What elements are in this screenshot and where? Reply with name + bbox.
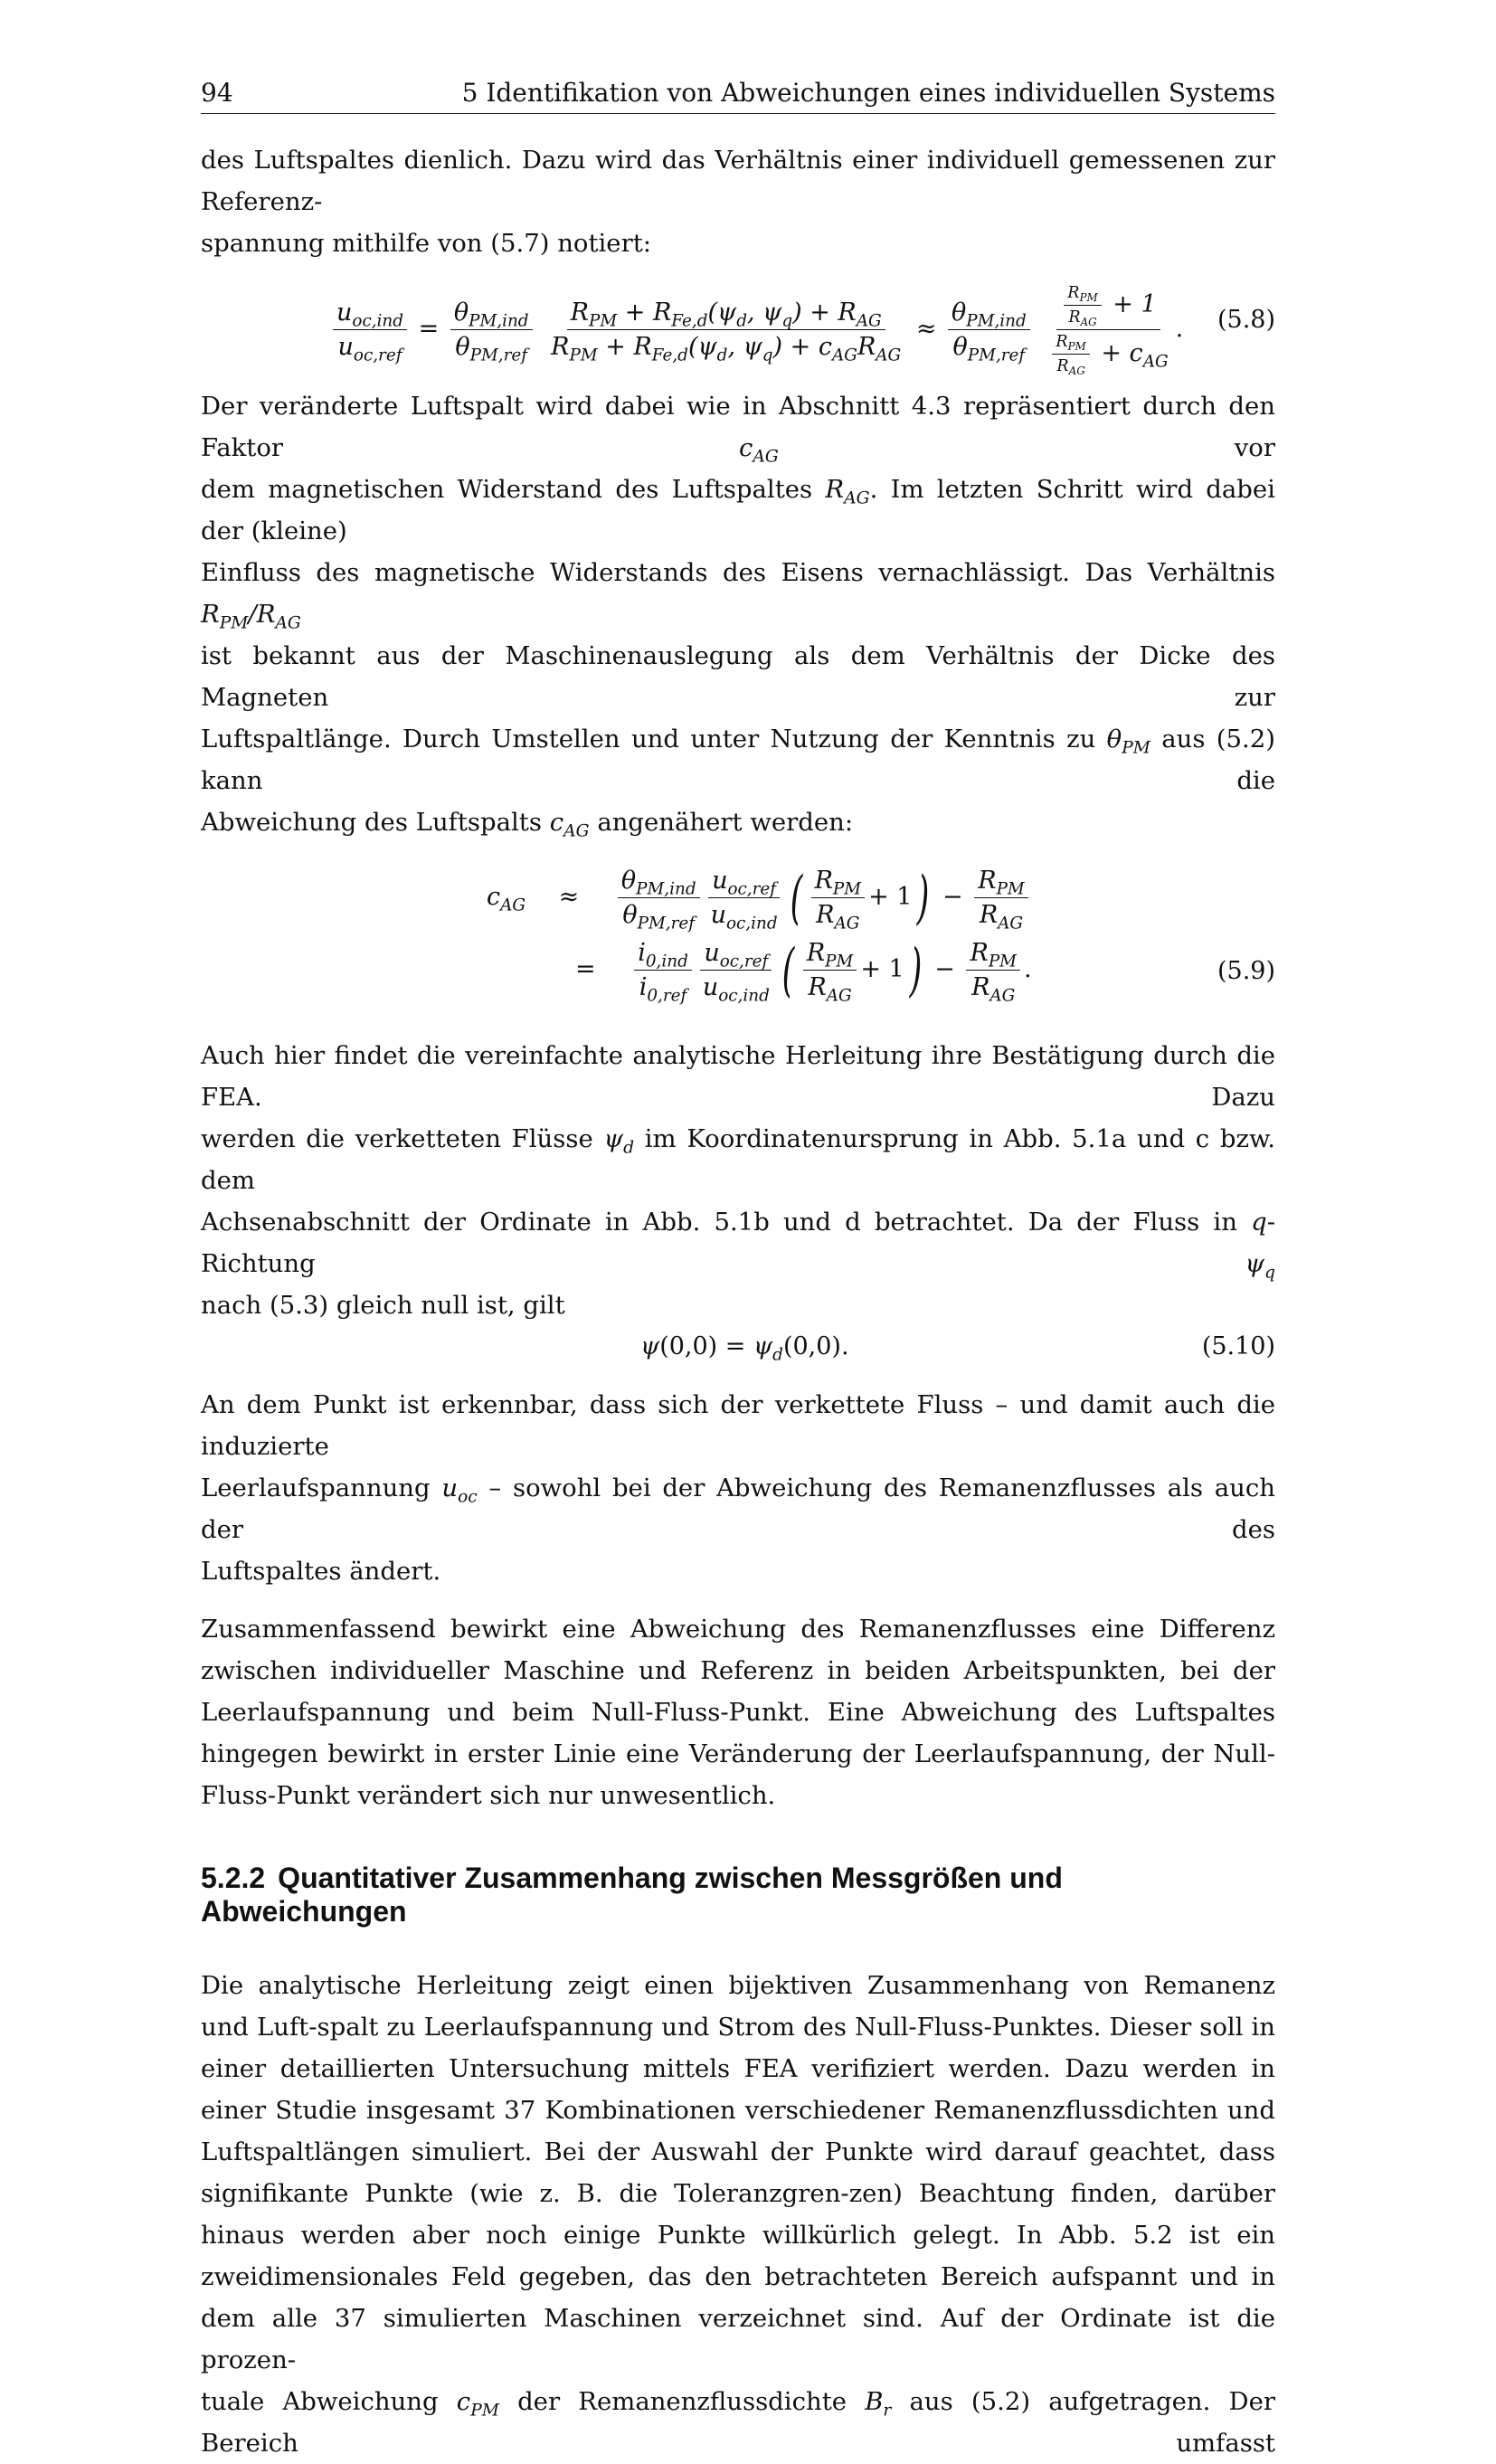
- equation-5-8: $\frac{u_{oc,ind}}{u_{oc,ref}}$ = $\frac{\theta_{PM,ind}}{\theta_{PM,ref}}$ $\frac{R_{PM} + R_{Fe,d}(\psi_d, \psi_q) + R_{AG}}{R_{PM} + R_{Fe,d}(\psi_d, \psi_q) + c_{AG}R_{AG}}$ ≈ $\frac{\theta_{PM,ind}}{\theta_{PM,ref}}$ $\frac{R_{PM}}{R_{AG}}$ + 1 $\frac{R_{PM}}{R_{AG}}$ + $c_{AG}$ . (5.8): [201, 280, 1275, 367]
- section-number: 5.2.2: [201, 1862, 266, 1894]
- page-number: 94: [201, 78, 233, 108]
- equation-5-10: $\psi(0,0) = \psi_d(0,0)$. (5.10): [201, 1326, 1275, 1368]
- equation-number: (5.8): [1217, 306, 1275, 334]
- section-heading: [201, 1862, 1275, 1929]
- paragraph-2: Der veränderte Luftspalt wird dabei wie in Abschnitt 4.3 repräsentiert durch den Faktor $c_{AG}$ vor dem magnetischen Widerstand des Luftspaltes $R_{AG}$. Im letzten Schritt wird dabei der (kleine) Einfluss des magnetische Widerstands des Eisens vernachlässigt. Das Verhältnis $R_{PM}/R_{AG}$ ist bekannt aus der Maschinenauslegung als dem Verhältnis der Dicke des Magneten zur Luftspaltlänge. Durch Umstellen und unter Nutzung der Kenntnis zu $\theta_{PM}$ aus (5.2) kann die Abweichung des Luftspalts $c_{AG}$ angenähert werden:: [201, 392, 1275, 841]
- paragraph-6: Die analytische Herleitung zeigt einen bijektiven Zusammenhang von Remanenz und Luft-spalt zu Leerlaufspannung und Strom des Null-Fluss-Punktes. Dieser soll in einer detaillierten Untersuchung mittels FEA verifiziert werden. Dazu werden in einer Studie insgesamt 37 Kombinationen verschiedener Remanenzflussdichten und Luftspaltlängen simuliert. Bei der Auswahl der Punkte wird darauf geachtet, dass signifikante Punkte (wie z. B. die Toleranzgren-zen) Beachtung finden, darüber hinaus werden aber noch einige Punkte willkürlich gelegt. In Abb. 5.2 ist ein zweidimensionales Feld gegeben, das den betrachteten Bereich aufspannt und in dem alle 37 simulierten Maschinen verzeichnet sind. Auf der Ordinate ist die prozen- tuale Abweichung $c_{PM}$ der Remanenzflussdichte $B_r$ aus (5.2) aufgetragen. Der Bereich umfasst: [201, 1971, 1275, 2458]
- running-header: [201, 78, 1275, 114]
- chapter-title: 5 Identifikation von Abweichungen eines individuellen Systems: [461, 78, 1275, 108]
- paragraph-5: Zusammenfassend bewirkt eine Abweichung des Remanenzflusses eine Differenz zwischen individueller Maschine und Referenz in beiden Arbeitspunkten, bei der Leerlaufspannung und beim Null-Fluss-Punkt. Eine Abweichung des Luftspaltes hingegen bewirkt in erster Linie eine Veränderung der Leerlaufspannung, der Null-Fluss-Punkt verändert sich nur unwesentlich.: [201, 1615, 1275, 1810]
- equation-5-9: $c_{AG}$ ≈ $\frac{\theta_{PM,ind}}{\theta_{PM,ref}}$ $\frac{u_{oc,ref}}{u_{oc,ind}}$ ( $\frac{R_{PM}}{R_{AG}}$ + 1) − $\frac{R_{PM}}{R_{AG}}$ = $\frac{i_{0,ind}}{i_{0,ref}}$ $\frac{u_{oc,ref}}{u_{oc,ind}}$ ( $\frac{R_{PM}}{R_{AG}}$ + 1) − $\frac{R_{PM}}{R_{AG}}$ . (5.9): [487, 864, 1275, 1006]
- page: [201, 78, 1275, 2464]
- equation-number: (5.10): [1201, 1332, 1275, 1360]
- paragraph-3: Auch hier findet die vereinfachte analytische Herleitung ihre Bestätigung durch die FEA. Dazu werden die verketteten Flüsse $\psi_d$ im Koordinatenursprung in Abb. 5.1a und c bzw. dem Achsenabschnitt der Ordinate in Abb. 5.1b und d betrachtet. Da der Fluss in q-Richtung $\psi_q$ nach (5.3) gleich null ist, gilt: [201, 1041, 1275, 1320]
- equation-number: (5.9): [1217, 957, 1275, 985]
- paragraph-intro: [201, 139, 1275, 264]
- paragraph-4: An dem Punkt ist erkennbar, dass sich der verkettete Fluss – und damit auch die induzierte Leerlaufspannung $u_{oc}$ – sowohl bei der Abweichung des Remanenzflusses als auch der des Luftspaltes ändert.: [201, 1390, 1275, 1586]
- section-title: Quantitativer Zusammenhang zwischen Messgrößen und Abweichungen: [201, 1862, 1063, 1928]
- paragraph-line: spannung mithilfe von (5.7) notiert:: [201, 229, 652, 258]
- paragraph-line: des Luftspaltes dienlich. Dazu wird das Verhältnis einer individuell gemessenen zur Referenz-: [201, 146, 1275, 216]
